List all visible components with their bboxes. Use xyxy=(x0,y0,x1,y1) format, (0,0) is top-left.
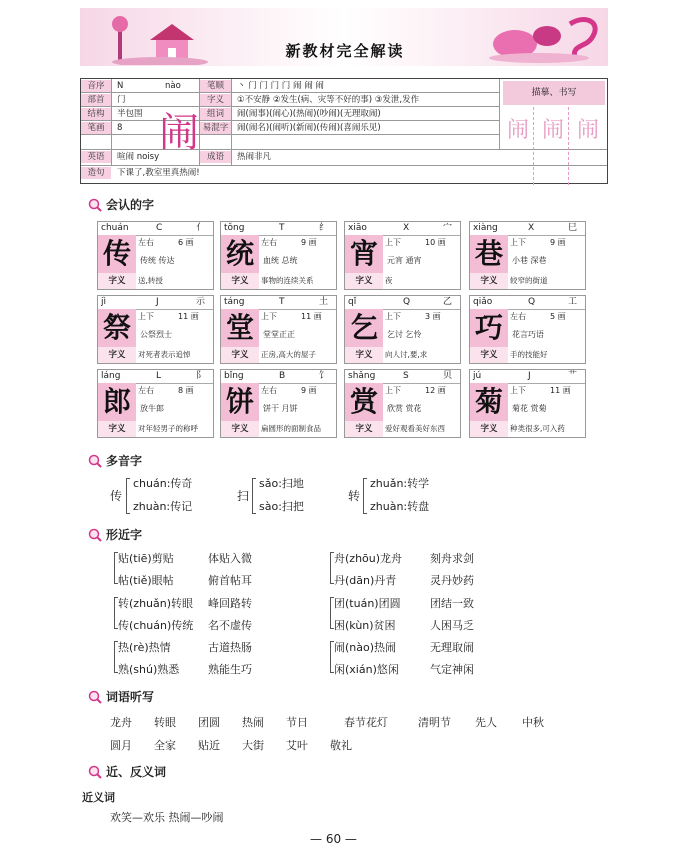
similar-phrase: 灵丹妙药 xyxy=(430,574,474,587)
card-def-label: 字义 xyxy=(98,273,136,289)
similar-word: 熟(shú)熟悉 xyxy=(118,663,180,676)
card-radical: 宀 xyxy=(443,223,453,233)
synonym-pairs: 欢笑—欢乐 热闹—吵闹 xyxy=(110,811,224,824)
card-def: 种类很多,可入药 xyxy=(510,424,565,433)
card-radical: 土 xyxy=(319,297,329,307)
page-number: — 60 — xyxy=(310,832,357,846)
card-strokes: 10 画 xyxy=(425,238,446,247)
idiom-label: 成语 xyxy=(200,151,231,163)
similar-phrase: 峰回路转 xyxy=(208,597,252,610)
dictation-word: 春节花灯 xyxy=(344,716,388,729)
section-recognize xyxy=(88,196,154,213)
card-structure: 上下 xyxy=(261,312,277,321)
similar-word: 帖(tiě)眼帖 xyxy=(118,574,174,587)
section-title: 形近字 xyxy=(106,528,143,542)
pinyin-value: nào xyxy=(165,81,181,91)
card-words: 公祭烈士 xyxy=(140,330,172,339)
card-strokes: 11 画 xyxy=(178,312,199,321)
card-radical: 乙 xyxy=(443,297,453,307)
char-card xyxy=(97,221,214,290)
card-radical: 工 xyxy=(568,297,578,307)
dictation-word: 转眼 xyxy=(154,716,176,729)
card-initial: X xyxy=(528,223,535,233)
poly-reading: zhuàn:转盘 xyxy=(370,500,430,513)
card-words: 饼干 月饼 xyxy=(263,404,298,413)
card-words: 堂堂正正 xyxy=(263,330,295,339)
main-character: 闹 xyxy=(159,110,199,156)
sentence-value: 下课了,教室里真热闹! xyxy=(117,168,200,178)
card-strokes: 8 画 xyxy=(178,386,194,395)
dictation-word: 团圆 xyxy=(198,716,220,729)
card-character: 饼 xyxy=(221,383,259,421)
card-words: 小巷 深巷 xyxy=(512,256,547,265)
card-character: 郎 xyxy=(98,383,136,421)
card-pinyin: xiàng xyxy=(473,223,498,233)
card-radical: 饣 xyxy=(319,371,329,381)
card-def-label: 字义 xyxy=(470,421,508,437)
structure-value: 半包围 xyxy=(117,109,143,119)
section-title: 词语听写 xyxy=(106,690,155,704)
card-def-label: 字义 xyxy=(221,273,259,289)
card-def-label: 字义 xyxy=(221,347,259,363)
card-def-label: 字义 xyxy=(98,421,136,437)
dictation-word: 龙舟 xyxy=(110,716,132,729)
card-character: 巷 xyxy=(470,235,508,273)
dictation-word: 艾叶 xyxy=(286,739,308,752)
similar-word: 困(kùn)贫困 xyxy=(334,619,396,632)
magnifier-icon xyxy=(88,198,102,212)
similar-word: 传(chuán)传统 xyxy=(118,619,194,632)
char-card xyxy=(220,295,337,364)
card-strokes: 9 画 xyxy=(301,386,317,395)
card-initial: B xyxy=(279,371,286,381)
card-pinyin: táng xyxy=(224,297,245,307)
brace xyxy=(126,478,130,514)
card-strokes: 12 画 xyxy=(425,386,446,395)
book-title: 新教材完全解读 xyxy=(285,42,405,60)
card-initial: L xyxy=(156,371,162,381)
similar-word: 舟(zhōu)龙舟 xyxy=(334,552,403,565)
card-strokes: 11 画 xyxy=(301,312,322,321)
magnifier-icon xyxy=(88,454,102,468)
card-def: 爱好观看美好东西 xyxy=(385,424,445,433)
brace xyxy=(252,478,256,514)
magnifier-icon xyxy=(88,765,102,779)
similar-phrase: 人困马乏 xyxy=(430,619,474,632)
magnifier-icon xyxy=(88,690,102,704)
card-radical: 阝 xyxy=(196,371,206,381)
similar-word: 丹(dān)丹青 xyxy=(334,574,397,587)
synonym-label: 近义词 xyxy=(82,791,115,804)
card-pinyin: chuán xyxy=(101,223,129,233)
english-value: 喧闹 noisy xyxy=(117,152,160,162)
card-initial: Q xyxy=(403,297,411,307)
similar-phrase: 团结一致 xyxy=(430,597,474,610)
char-card xyxy=(220,221,337,290)
strokes-label: 笔画 xyxy=(81,122,111,134)
dictation-word: 全家 xyxy=(154,739,176,752)
dictation-word: 圆月 xyxy=(110,739,132,752)
card-pinyin: jì xyxy=(101,297,107,307)
char-card xyxy=(469,221,586,290)
card-character: 宵 xyxy=(345,235,383,273)
magnifier-icon xyxy=(88,528,102,542)
char-card xyxy=(344,369,461,438)
card-def: 夜 xyxy=(385,276,393,285)
stroke-order: 丶 门 门 门 门 闹 闹 闹 xyxy=(237,81,324,91)
section-similar xyxy=(88,526,142,543)
poly-char: 扫 xyxy=(237,489,250,503)
similar-word: 团(tuán)团圆 xyxy=(334,597,401,610)
card-pinyin: shǎng xyxy=(348,371,376,381)
section-title: 会认的字 xyxy=(106,198,155,212)
dictation-word: 先人 xyxy=(475,716,497,729)
card-character: 堂 xyxy=(221,309,259,347)
card-initial: S xyxy=(403,371,409,381)
card-structure: 左右 xyxy=(261,238,277,247)
card-pinyin: jú xyxy=(473,371,482,381)
card-structure: 上下 xyxy=(510,238,526,247)
card-words: 乞讨 乞怜 xyxy=(387,330,422,339)
card-words: 血统 总统 xyxy=(263,256,298,265)
card-strokes: 11 画 xyxy=(550,386,571,395)
char-card xyxy=(469,369,586,438)
section-dictation xyxy=(88,688,154,705)
card-def: 向人讨,要,求 xyxy=(385,350,428,359)
card-character: 传 xyxy=(98,235,136,273)
card-structure: 上下 xyxy=(138,312,154,321)
card-strokes: 9 画 xyxy=(301,238,317,247)
card-pinyin: tǒng xyxy=(224,223,245,233)
poly-reading: sǎo:扫地 xyxy=(259,477,304,490)
dictation-word: 中秋 xyxy=(522,716,544,729)
error-label: 易混字 xyxy=(200,122,231,134)
card-def: 手的技能好 xyxy=(510,350,548,359)
card-radical: 贝 xyxy=(443,371,453,381)
page-header xyxy=(80,0,608,70)
similar-phrase: 刻舟求剑 xyxy=(430,552,474,565)
card-def-label: 字义 xyxy=(345,347,383,363)
similar-phrase: 俯首帖耳 xyxy=(208,574,252,587)
card-character: 统 xyxy=(221,235,259,273)
char-card xyxy=(97,295,214,364)
card-words: 花言巧语 xyxy=(512,330,544,339)
similar-phrase: 无理取闹 xyxy=(430,641,474,654)
dictation-word: 清明节 xyxy=(418,716,451,729)
strokes-value: 8 xyxy=(117,123,123,133)
house-tree-illustration xyxy=(110,10,210,65)
similar-phrase: 古道热肠 xyxy=(208,641,252,654)
trace-char: 闹 xyxy=(507,118,530,143)
char-card xyxy=(469,295,586,364)
card-pinyin: qǐ xyxy=(348,297,357,307)
similar-word: 闲(xián)悠闲 xyxy=(334,663,399,676)
card-strokes: 9 画 xyxy=(550,238,566,247)
order-label: 笔顺 xyxy=(200,80,231,92)
card-def: 正房,高大的屋子 xyxy=(261,350,316,359)
idiom-value: 热闹非凡 xyxy=(237,152,272,162)
poly-reading: zhuǎn:转学 xyxy=(370,477,430,490)
meaning-value: ①不安静 ②发生(病、灾等不好的事) ③发泄,发作 xyxy=(237,95,420,105)
card-def: 扁圆形的面制食品 xyxy=(261,424,321,433)
card-structure: 上下 xyxy=(385,386,401,395)
card-structure: 左右 xyxy=(510,312,526,321)
card-pinyin: láng xyxy=(101,371,121,381)
card-strokes: 5 画 xyxy=(550,312,566,321)
card-structure: 左右 xyxy=(138,238,154,247)
char-card xyxy=(220,369,337,438)
card-def: 对年轻男子的称呼 xyxy=(138,424,198,433)
card-def-label: 字义 xyxy=(470,347,508,363)
card-structure: 上下 xyxy=(510,386,526,395)
card-def-label: 字义 xyxy=(98,347,136,363)
card-structure: 上下 xyxy=(385,238,401,247)
char-card xyxy=(344,221,461,290)
structure-label: 结构 xyxy=(81,108,111,120)
section-title: 多音字 xyxy=(106,454,143,468)
dictation-word: 大街 xyxy=(242,739,264,752)
section-synonyms-antonyms xyxy=(88,763,166,780)
card-def: 较窄的街道 xyxy=(510,276,548,285)
card-character: 赏 xyxy=(345,383,383,421)
radical-value: 门 xyxy=(117,95,126,105)
char-card xyxy=(344,295,461,364)
dictation-word: 敬礼 xyxy=(330,739,352,752)
card-strokes: 3 画 xyxy=(425,312,441,321)
card-initial: C xyxy=(156,223,163,233)
similar-phrase: 气定神闲 xyxy=(430,663,474,676)
brace xyxy=(363,478,367,514)
card-structure: 上下 xyxy=(385,312,401,321)
card-initial: J xyxy=(528,371,531,381)
card-initial: X xyxy=(403,223,410,233)
card-def-label: 字义 xyxy=(221,421,259,437)
card-character: 菊 xyxy=(470,383,508,421)
similar-phrase: 熟能生巧 xyxy=(208,663,252,676)
card-character: 巧 xyxy=(470,309,508,347)
radical-label: 部首 xyxy=(81,94,111,106)
card-pinyin: xiāo xyxy=(348,223,367,233)
english-label: 英语 xyxy=(81,151,111,163)
trace-label: 描摹、书写 xyxy=(503,81,605,105)
poly-reading: zhuàn:传记 xyxy=(133,500,193,513)
sentence-label: 造句 xyxy=(81,167,111,179)
char-card xyxy=(97,369,214,438)
card-initial: J xyxy=(156,297,159,307)
error-words: 闹(闹名)(闹听)(新闹)(传闹)(喜闹乐见) xyxy=(237,123,381,133)
dictation-word: 热闹 xyxy=(242,716,264,729)
card-def-label: 字义 xyxy=(345,421,383,437)
trace-char: 闹 xyxy=(577,118,600,143)
card-words: 欣赏 赏花 xyxy=(387,404,422,413)
card-pinyin: bǐng xyxy=(224,371,244,381)
card-initial: T xyxy=(279,297,285,307)
similar-phrase: 名不虚传 xyxy=(208,619,252,632)
poly-reading: chuán:传奇 xyxy=(133,477,193,490)
similar-word: 贴(tiē)剪贴 xyxy=(118,552,174,565)
card-radical: 亻 xyxy=(196,223,206,233)
card-radical: 巳 xyxy=(568,223,578,233)
card-radical: 纟 xyxy=(319,223,329,233)
section-title: 近、反义词 xyxy=(106,765,167,779)
card-strokes: 6 画 xyxy=(178,238,194,247)
trace-char: 闹 xyxy=(542,118,565,143)
words-value: 闹(闹事)(闹心)(热闹)(吵闹)(无理取闹) xyxy=(237,109,381,119)
card-pinyin: qiǎo xyxy=(473,297,493,307)
card-words: 元宵 通宵 xyxy=(387,256,422,265)
card-radical: 艹 xyxy=(568,371,578,381)
pinyin-initial: N xyxy=(117,81,124,91)
card-initial: T xyxy=(279,223,285,233)
similar-phrase: 体贴入微 xyxy=(208,552,252,565)
card-def: 送,转授 xyxy=(138,276,163,285)
poly-char: 传 xyxy=(110,489,123,503)
card-def: 事物的连续关系 xyxy=(261,276,314,285)
card-def: 对死者表示追悼 xyxy=(138,350,191,359)
card-words: 菊花 赏菊 xyxy=(512,404,547,413)
similar-word: 闹(nào)热闹 xyxy=(334,641,397,654)
words-label: 组词 xyxy=(200,108,231,120)
card-words: 传统 传达 xyxy=(140,256,175,265)
similar-word: 热(rè)热情 xyxy=(118,641,171,654)
card-structure: 左右 xyxy=(261,386,277,395)
section-polyphonic xyxy=(88,452,142,469)
meaning-label: 字义 xyxy=(200,94,231,106)
poly-reading: sào:扫把 xyxy=(259,500,304,513)
card-def-label: 字义 xyxy=(345,273,383,289)
card-character: 祭 xyxy=(98,309,136,347)
card-words: 放牛郎 xyxy=(140,404,164,413)
flower-illustration xyxy=(475,14,605,66)
card-def-label: 字义 xyxy=(470,273,508,289)
card-radical: 示 xyxy=(196,297,206,307)
card-character: 乞 xyxy=(345,309,383,347)
dictation-word: 贴近 xyxy=(198,739,220,752)
character-info-table xyxy=(80,78,608,184)
card-structure: 左右 xyxy=(138,386,154,395)
poly-char: 转 xyxy=(348,489,361,503)
card-initial: Q xyxy=(528,297,536,307)
pinyin-label: 音序 xyxy=(81,80,111,92)
dictation-word: 节日 xyxy=(286,716,308,729)
similar-word: 转(zhuǎn)转眼 xyxy=(118,597,194,610)
